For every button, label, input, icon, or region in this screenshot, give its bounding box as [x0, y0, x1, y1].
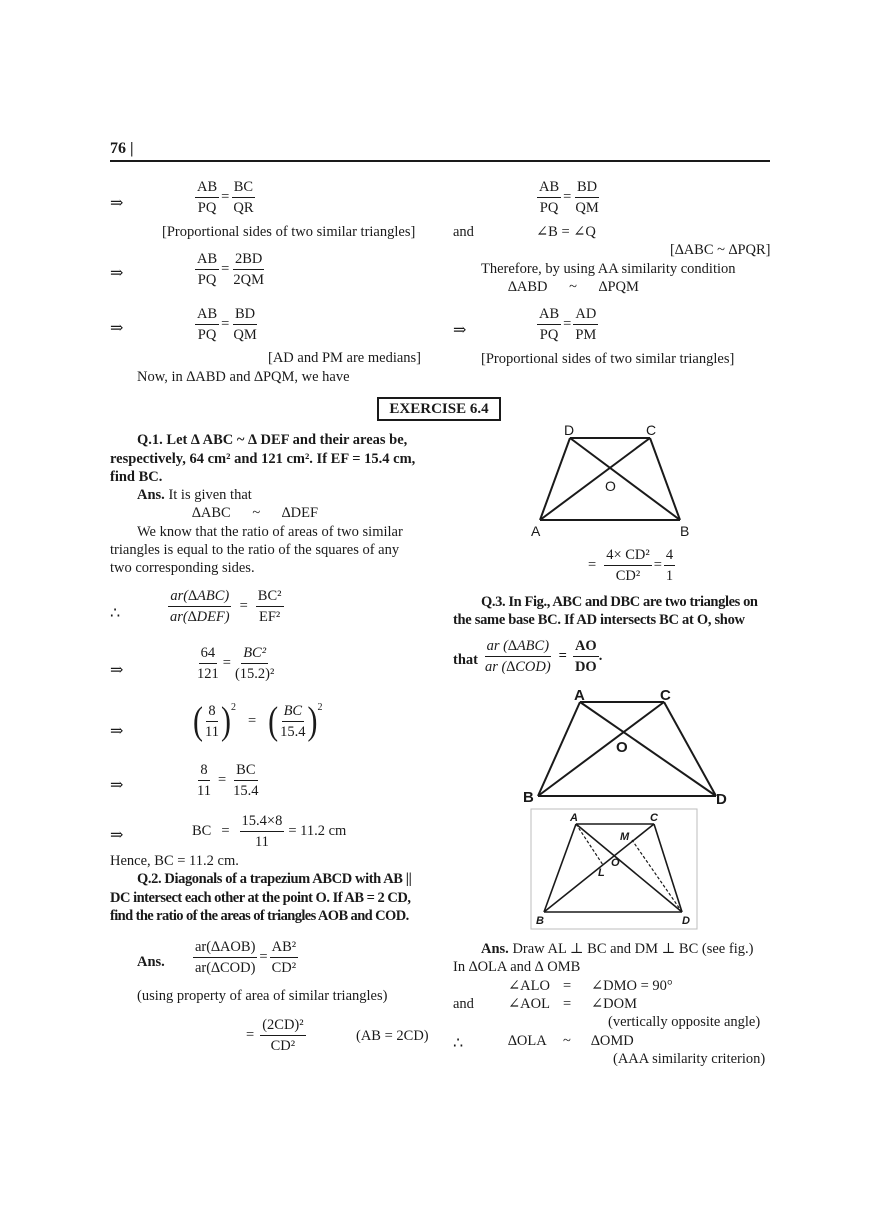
label-a: A: [531, 523, 541, 539]
triangle-abd: ∆ABD: [508, 279, 548, 295]
label-o: O: [605, 478, 616, 494]
exercise-title: EXERCISE 6.4: [377, 397, 501, 421]
label-c: C: [660, 687, 671, 704]
row-ola-op: ~: [563, 1033, 571, 1049]
denominator: DO: [574, 659, 597, 675]
implies-symbol: ⇒: [110, 827, 124, 844]
label-o: O: [616, 739, 628, 756]
therefore-symbol: ∴: [453, 1035, 464, 1052]
fraction-2cd-cd: [246, 1016, 306, 1055]
q1-line2: respectively, 64 cm² and 121 cm². If EF = 15.4 cm,: [110, 451, 416, 467]
label-b: B: [536, 915, 544, 927]
q1-similarity: [192, 505, 318, 522]
equals-sign: =: [222, 655, 231, 671]
row-alo: ∠ALO: [508, 978, 550, 994]
implies-symbol: ⇒: [110, 777, 124, 794]
row-dmo: ∠DMO = 90°: [591, 978, 673, 994]
numerator: 2BD: [233, 250, 264, 270]
equals-sign: =: [563, 316, 572, 332]
label-d: D: [564, 424, 575, 438]
numerator: AB: [195, 250, 219, 270]
numerator: ar (∆ABC): [485, 637, 551, 657]
trapezium-figure-acbd: [520, 686, 740, 810]
q1-know3: two corresponding sides.: [110, 560, 255, 576]
implies-symbol: ⇒: [453, 322, 467, 339]
q3-line2: the same base BC. If AD intersects BC at O, show: [453, 612, 745, 628]
numerator: 15.4×8: [240, 812, 285, 832]
denominator: PQ: [539, 327, 559, 343]
label-o: O: [611, 857, 620, 869]
denominator: 2QM: [233, 272, 264, 288]
numerator: ar(∆ABC): [168, 587, 231, 607]
fraction-64-121: [195, 644, 276, 683]
diagonal-ca: [540, 438, 650, 520]
right-paren: ): [220, 699, 231, 743]
note-aaa: (AAA similarity criterion): [613, 1051, 766, 1067]
denominator: PQ: [197, 272, 217, 288]
numerator: AB: [195, 178, 219, 198]
exponent: 2: [317, 702, 323, 713]
label-c: C: [646, 424, 657, 438]
equals-sign: =: [558, 648, 567, 664]
equals-sign: =: [221, 823, 230, 839]
fraction-ab-pq-2bd-2qm: [195, 250, 266, 289]
numerator: 4× CD²: [604, 546, 652, 566]
denominator: ar(∆COD): [195, 960, 256, 976]
equals-sign: =: [563, 189, 572, 205]
numerator: BC: [234, 761, 257, 781]
label-b: B: [680, 523, 690, 539]
row-aol-op: =: [563, 996, 572, 1012]
word-and: and: [453, 224, 474, 240]
label-d: D: [716, 791, 727, 808]
numerator: AD: [573, 305, 598, 325]
answer-label: Ans.: [137, 954, 165, 970]
period: .: [598, 648, 603, 664]
denominator: 15.4: [280, 724, 306, 740]
angle-equality: ∠B = ∠Q: [536, 224, 596, 240]
denominator: PQ: [539, 200, 559, 216]
q2-using: (using property of area of similar triangles): [137, 988, 388, 1004]
equals-sign: =: [246, 1027, 255, 1043]
text-now: Now, in ∆ABD and ∆PQM, we have: [137, 369, 350, 385]
implies-symbol: ⇒: [110, 320, 124, 337]
fraction-ab-pq-bd-qm: [195, 305, 259, 344]
equals-sign: =: [588, 557, 597, 573]
implies-symbol: ⇒: [110, 723, 124, 740]
q1-line3: find BC.: [110, 469, 163, 485]
label-c: C: [650, 812, 658, 824]
q3-in-line: In ∆OLA and ∆ OMB: [453, 959, 581, 975]
fraction-ab-pq-bc-qr: [195, 178, 256, 217]
denominator: CD²: [271, 960, 297, 976]
perpendicular-al: [576, 824, 603, 865]
denominator: CD²: [270, 1038, 296, 1054]
similar-symbol: ~: [252, 505, 261, 521]
q1-know1: We know that the ratio of areas of two similar: [137, 524, 403, 540]
numerator: AB: [195, 305, 219, 325]
denominator: QR: [233, 200, 254, 216]
text-therefore: Therefore, by using AA similarity condition: [481, 261, 736, 277]
numerator: ar(∆AOB): [193, 938, 257, 958]
fraction-aob-cod: [193, 938, 298, 977]
triangle-abc: ∆ABC: [192, 505, 231, 521]
denominator: 1: [665, 568, 674, 584]
diagonal-db: [570, 438, 680, 520]
similar-symbol: ~: [569, 279, 577, 295]
label-m: M: [620, 831, 630, 843]
denominator: (15.2)²: [234, 666, 275, 682]
q3-answer: [481, 941, 753, 958]
q2-line3: find the ratio of the areas of triangles AOB and COD.: [110, 908, 409, 924]
numerator: BC²: [241, 644, 268, 664]
header-rule: [110, 160, 770, 162]
numerator: BC: [232, 178, 255, 198]
denominator: PQ: [197, 327, 217, 343]
denominator: ar (∆COD): [485, 659, 551, 675]
left-paren: (: [193, 699, 203, 743]
q2-line2: DC intersect each other at the point O. If AB = 2 CD,: [110, 890, 411, 906]
label-a: A: [570, 812, 578, 824]
numerator: 8: [198, 761, 209, 781]
implies-symbol: ⇒: [110, 195, 124, 212]
numerator: 4: [664, 546, 675, 566]
denominator: 11: [205, 724, 219, 740]
denominator: 15.4: [233, 783, 259, 799]
therefore-symbol: ∴: [110, 605, 121, 622]
exponent: 2: [230, 702, 236, 713]
denominator: CD²: [615, 568, 641, 584]
fraction-abc-cod: [483, 637, 602, 676]
side-ab: [538, 702, 580, 796]
q1-answer: [137, 487, 252, 504]
triangle-pqm: ∆PQM: [598, 279, 639, 295]
bracket-similar: [∆ABC ~ ∆PQR]: [670, 242, 771, 258]
row-aol: ∠AOL: [508, 996, 550, 1012]
trapezium-figure-perpendiculars: [530, 808, 698, 930]
label-d: D: [682, 915, 690, 927]
numerator: BC²: [256, 587, 284, 607]
side-cd: [654, 824, 682, 912]
equals-sign: =: [239, 598, 248, 614]
numerator: AB²: [270, 938, 299, 958]
denominator: 121: [197, 666, 219, 682]
fraction-8-11: [195, 761, 261, 800]
implies-symbol: ⇒: [110, 662, 124, 679]
note-medians: [AD and PM are medians]: [268, 350, 422, 366]
equals-sign: =: [259, 949, 268, 965]
equals-sign: =: [217, 772, 227, 788]
numerator: 64: [199, 644, 218, 664]
row-alo-op: =: [563, 978, 572, 994]
answer-label: Ans.: [481, 941, 509, 957]
figure-frame: [531, 809, 697, 929]
row-ola: ∆OLA: [508, 1033, 547, 1049]
q1-hence: Hence, BC = 11.2 cm.: [110, 853, 239, 869]
denominator: ar(∆DEF): [170, 609, 230, 625]
numerator: BD: [575, 178, 599, 198]
q1-line1: Q.1. Let ∆ ABC ~ ∆ DEF and their areas be,: [137, 432, 408, 448]
denominator: 11: [197, 783, 211, 799]
implies-symbol: ⇒: [110, 265, 124, 282]
denominator: QM: [233, 327, 257, 343]
equals-sign: =: [221, 316, 230, 332]
result-value: = 11.2 cm: [288, 823, 347, 839]
fraction-squared: [193, 699, 323, 743]
numerator: AB: [537, 305, 561, 325]
label-b: B: [523, 789, 534, 806]
denominator: EF²: [259, 609, 281, 625]
numerator: AB: [537, 178, 561, 198]
q2-line1: Q.2. Diagonals of a trapezium ABCD with AB ||: [137, 871, 412, 887]
equals-sign: =: [221, 261, 230, 277]
triangle-def: ∆DEF: [281, 505, 319, 521]
answer-text: It is given that: [168, 487, 252, 503]
denominator: 11: [254, 834, 269, 850]
label-l: L: [598, 867, 605, 879]
q2-condition: (AB = 2CD): [356, 1028, 429, 1044]
word-that: that: [453, 652, 478, 668]
fraction-ab-pq-ad-pm: [537, 305, 598, 344]
answer-label: Ans.: [137, 487, 165, 503]
side-cd: [664, 702, 716, 796]
right-paren: ): [307, 699, 318, 743]
numerator: (2CD)²: [260, 1016, 305, 1036]
numerator: BC: [282, 702, 305, 722]
fraction-4cd-cd: [588, 546, 675, 585]
equals-sign: =: [653, 557, 662, 573]
q3-line1: Q.3. In Fig., ABC and DBC are two triangles on: [481, 594, 758, 610]
trapezium-figure-abcd: [528, 424, 698, 540]
numerator: AO: [573, 637, 599, 657]
denominator: QM: [575, 200, 599, 216]
note-proportional-sides-right: [Proportional sides of two similar triangles]: [481, 351, 735, 367]
word-and: and: [453, 996, 474, 1012]
answer-text: Draw AL ⊥ BC and DM ⊥ BC (see fig.): [512, 941, 754, 957]
equals-sign: =: [221, 189, 230, 205]
denominator: PM: [575, 327, 597, 343]
fraction-area-ratio: [168, 587, 284, 626]
page-number: 76 |: [110, 140, 134, 157]
fraction-bc-result: [192, 812, 346, 851]
equals-sign: =: [247, 713, 257, 729]
similarity-line: [508, 279, 639, 296]
numerator: BD: [233, 305, 257, 325]
note-vertically-opposite: (vertically opposite angle): [608, 1014, 761, 1030]
q1-know2: triangles is equal to the ratio of the squares of any: [110, 542, 400, 558]
numerator: 8: [206, 702, 217, 722]
left-paren: (: [268, 699, 279, 743]
note-proportional-sides: [Proportional sides of two similar triangles]: [162, 224, 416, 240]
fraction-ab-pq-bd-qm-right: [537, 178, 601, 217]
denominator: PQ: [197, 200, 217, 216]
row-dom: ∠DOM: [591, 996, 637, 1012]
row-omd: ∆OMD: [591, 1033, 634, 1049]
bc-label: BC: [192, 823, 212, 839]
label-a: A: [574, 687, 585, 704]
